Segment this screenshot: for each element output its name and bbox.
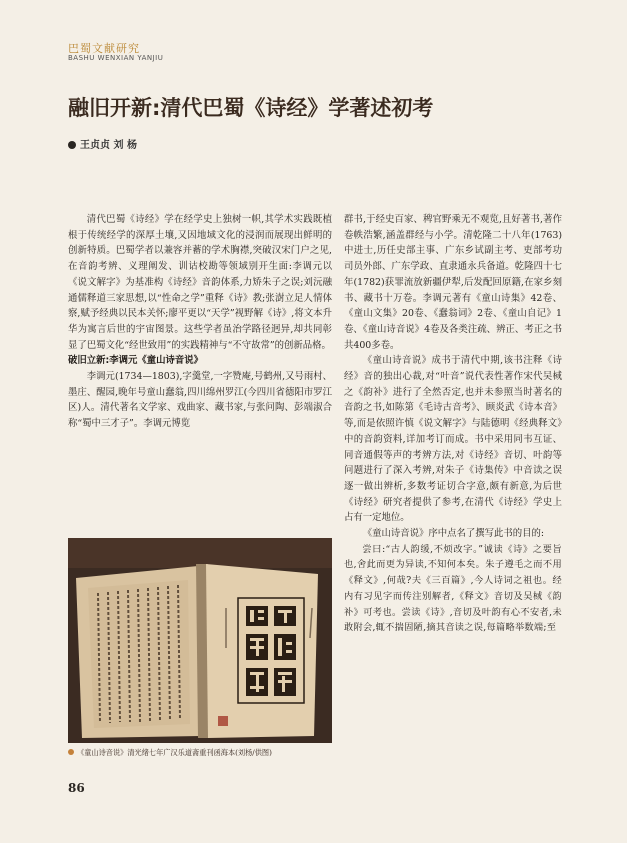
body-paragraph-continued: 群书,于经史百家、稗官野乘无不观览,且好著书,著作卷帙浩繁,涵盖群经与小学。清乾隆二十八年(1763)中进士,历任史部主事、广东乡试副主考、吏部考功司员外郎、广东学政、直隶通永兵备道。乾隆四十七年(1782)获罪流放新疆伊犁,后发配回原籍,在家乡刻书、藏书十万卷。李调元著有《童山诗集》42卷、《童山文集》20卷、《蠢翁词》2卷、《童山自记》1卷、《童山诗音说》4卷及各类注疏、辨正、考正之书共400多卷。 [344, 214, 562, 351]
body-paragraph: 李调元(1734—1803),字羹堂,一字赞庵,号鹤州,又号雨村、墨庄、醒园,晚年号童山蠢翁,四川绵州罗江(今四川省德阳市罗江区)人。清代著名文学家、戏曲家、藏书家,与张问陶、彭端淑合称“蜀中三才子”。李调元博览 [68, 371, 332, 430]
intro-paragraph: 清代巴蜀《诗经》学在经学史上独树一帜,其学术实践既植根于传统经学的深厚土壤,又因地域文化的浸润而展现出鲜明的创新特质。巴蜀学者以兼容并蓄的学术胸襟,突破汉宋门户之见,在音韵考辨、义理阐发、训诂校勘等领域别开生面:李调元以《说文解字》为基准构《诗经》音韵体系,力矫朱子之误;刘沅融通儒释道三家思想,以“性命之学”重释《诗》教;张澍立足人情体察,赋予经典以民本关怀;廖平更以“天学”视野解《诗》,将文本升华为寓言后世的宇宙图景。这些学者虽治学路径迥异,却共同彰显了巴蜀文化“经世致用”的实践精神与“不守故常”的创新品格。 [68, 214, 332, 351]
section-subheading: 破旧立新:李调元《童山诗音说》 [68, 355, 204, 367]
body-paragraph: 《童山诗音说》成书于清代中期,该书注释《诗经》音的独出心裁,对“叶音”说代表性著作宋代吴棫之《韵补》进行了全然否定,也并未参照当时著名的音韵之书,如陈第《毛诗古音考》、顾炎武《诗本音》等,而是依照许慎《说文解字》与陆德明《经典释文》中的音韵资料,详加考订而成。书中采用同韦互证、同音通假等声的考辨方法,对《诗经》音切、叶韵等问题进行了深入考辨,对朱子《诗集传》中音读之误逐一做出辨析,多数考证切合字意,颇有新意,为后世《诗经》研究者提供了参考,在清代《诗经》学史上占有一定地位。 [344, 355, 562, 524]
book-illustration [68, 538, 332, 743]
block-quote: 尝曰:“古人韵缓,不烦改字。”诚读《诗》之要旨也,舍此而更为异读,不知何本矣。朱子遵毛之而不用《释文》,何哉?夫《三百篇》,今人诗词之祖也。经内有习见字而传注别解者,《释文》音切及吴棫《韵补》可考也。尝读《诗》,音切及叶韵有心不安者,未敢附会,辄不揣固陋,摘其音读之误,每篇略举数端;至 [344, 543, 562, 634]
figure-caption [68, 748, 358, 758]
caption-text: 《童山诗音说》清光绪七年广汉乐道斋重刊函海本(刘杨/供图) [77, 748, 272, 757]
section-header-cn: 巴蜀文献研究 [68, 42, 140, 55]
book-photo [68, 538, 332, 743]
page-number: 86 [68, 781, 85, 795]
author-line [68, 136, 137, 151]
author-names: 王贞贞 刘 杨 [80, 140, 137, 151]
left-column [68, 212, 332, 432]
bullet-icon [68, 141, 76, 149]
caption-bullet-icon [68, 749, 74, 755]
section-header-en: BASHU WENXIAN YANJIU [68, 54, 164, 62]
right-column [344, 212, 562, 636]
body-paragraph: 《童山诗音说》序中点名了撰写此书的目的: [362, 528, 545, 540]
article-title: 融旧开新:清代巴蜀《诗经》学著述初考 [68, 96, 434, 120]
